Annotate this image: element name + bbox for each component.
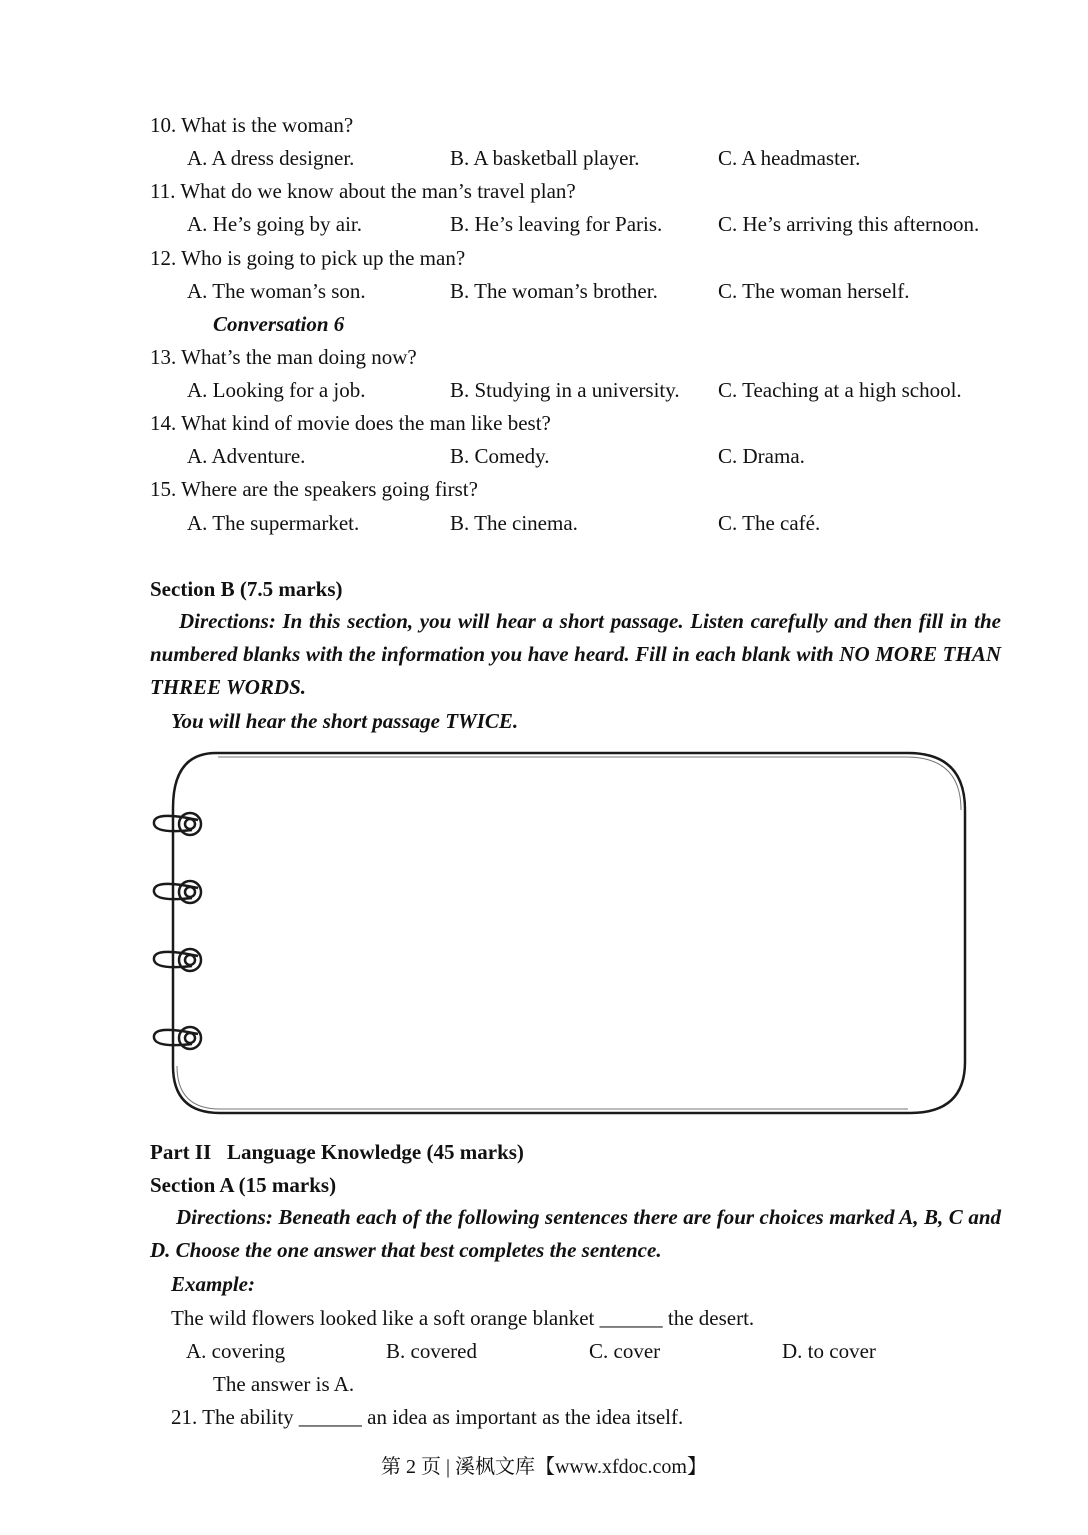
option-11-c: C. He’s arriving this afternoon.	[718, 212, 980, 236]
example-label: Example:	[171, 1272, 255, 1296]
question-15: 15. Where are the speakers going first?	[150, 477, 478, 501]
option-13-a: A. Looking for a job.	[187, 378, 366, 402]
question-14: 14. What kind of movie does the man like best?	[150, 411, 551, 435]
question-13: 13. What’s the man doing now?	[150, 345, 417, 369]
example-choice-b: B. covered	[386, 1339, 477, 1363]
example-choice-d: D. to cover	[782, 1339, 876, 1363]
option-12-a: A. The woman’s son.	[187, 279, 366, 303]
section-b-heading: Section B (7.5 marks)	[150, 577, 343, 601]
option-11-b: B. He’s leaving for Paris.	[450, 212, 663, 236]
option-14-b: B. Comedy.	[450, 444, 550, 468]
option-10-a: A. A dress designer.	[187, 146, 355, 170]
question-11: 11. What do we know about the man’s travel plan?	[150, 179, 576, 203]
example-choice-a: A. covering	[186, 1339, 286, 1363]
option-11-a: A. He’s going by air.	[187, 212, 362, 236]
option-10-b: B. A basketball player.	[450, 146, 640, 170]
question-21: 21. The ability ______ an idea as important as the idea itself.	[171, 1405, 684, 1429]
option-12-b: B. The woman’s brother.	[450, 279, 658, 303]
option-14-a: A. Adventure.	[187, 444, 306, 468]
example-choice-c: C. cover	[589, 1339, 661, 1363]
option-15-b: B. The cinema.	[450, 511, 578, 535]
part-2-directions-text: Directions: Beneath each of the following sentences there are four choices marked A, B, C and D. Choose the one answer that best completes the sentence.	[150, 1205, 1001, 1262]
notebook-illustration	[148, 748, 970, 1120]
option-15-a: A. The supermarket.	[187, 511, 360, 535]
example-answer: The answer is A.	[213, 1372, 355, 1396]
section-b-directions	[150, 605, 1001, 704]
option-14-c: C. Drama.	[718, 444, 805, 468]
option-10-c: C. A headmaster.	[718, 146, 861, 170]
section-b-directions-text: Directions: In this section, you will hear a short passage. Listen carefully and then fill in the numbered blanks with the information you have heard. Fill in each blank with NO MORE THAN THREE WORDS.	[150, 609, 1001, 699]
example-sentence: The wild flowers looked like a soft orange blanket ______ the desert.	[171, 1306, 755, 1330]
question-10: 10. What is the woman?	[150, 113, 354, 137]
question-12: 12. Who is going to pick up the man?	[150, 246, 466, 270]
section-b-twice-note: You will hear the short passage TWICE.	[171, 709, 519, 733]
option-15-c: C. The café.	[718, 511, 821, 535]
part-2-directions	[150, 1201, 1001, 1267]
part-2-heading: Part II Language Knowledge (45 marks)	[150, 1140, 524, 1164]
option-13-c: C. Teaching at a high school.	[718, 378, 962, 402]
option-13-b: B. Studying in a university.	[450, 378, 680, 402]
section-a-heading: Section A (15 marks)	[150, 1173, 337, 1197]
conversation-heading: Conversation 6	[213, 312, 345, 336]
page-footer: 第 2 页 | 溪枫文库【www.xfdoc.com】	[380, 1456, 707, 1478]
option-12-c: C. The woman herself.	[718, 279, 910, 303]
